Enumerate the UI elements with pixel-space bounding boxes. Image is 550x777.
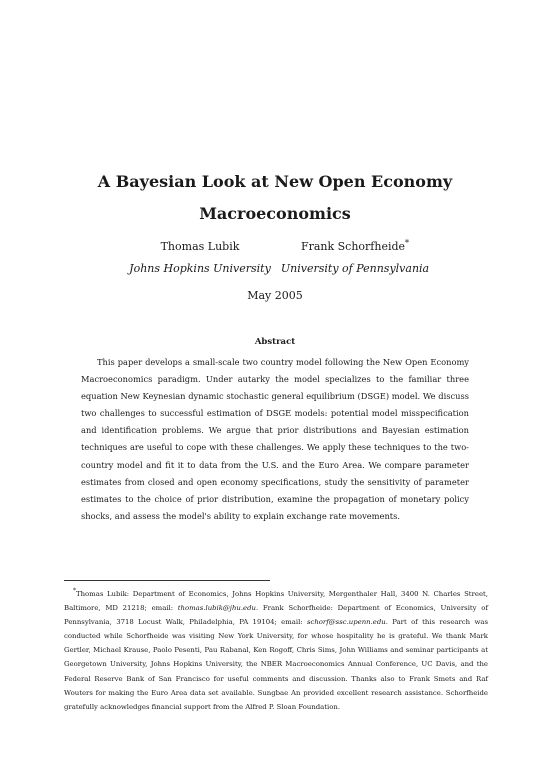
author-affiliation: University of Pennsylvania <box>280 262 430 275</box>
author-affiliation: Johns Hopkins University <box>129 262 271 275</box>
author-name: Frank Schorfheide <box>300 240 406 253</box>
author-name-line <box>280 240 430 254</box>
paper-title-line-2: Macroeconomics <box>199 204 351 223</box>
footnote-text-part-1: Thomas Lubik: Department of Economics, Johns Hopkins University, Mergenthaler Hall, 3400 N. Charles Street, Baltimore, MD 21218; email: <box>64 590 488 613</box>
footnote-text-part-3: . Part of this research was conducted while Schorfheide was visiting New York University, for whose hospitality he is grateful. We thank Mark Gertler, Michael Krause, Paolo Pesenti, Pau Rabanal, Ken Rogoff, Chris Sims, John Williams and seminar participants at Georgetown University, Johns Hopkins University, the NBER Macroeconomics Annual Conference, UC Davis, and the Federal Reserve Bank of San Francisco for useful comments and discussion. Thanks also to Frank Smets and Raf Wouters for making the Euro Area data set available. Sungbae An provided excellent research assistance. Schorfheide gratefully acknowledges financial support from the Alfred P. Sloan Foundation. <box>64 618 488 711</box>
footnote-marker: * <box>405 238 410 248</box>
email-link-schorfheide[interactable]: schorf@ssc.upenn.edu <box>306 618 386 627</box>
email-link-lubik[interactable]: thomas.lubik@jhu.edu <box>177 604 256 613</box>
paper-title-line-1: A Bayesian Look at New Open Economy <box>97 172 453 191</box>
author-block-schorfheide <box>280 240 430 276</box>
footnote-marker: * <box>73 587 76 595</box>
footnote-divider <box>64 580 270 581</box>
footnote-text-part-2: . Frank Schorfheide: Department of Economics, University of Pennsylvania, 3718 Locust Walk, Philadelphia, PA 19104; email: <box>64 604 488 627</box>
publication-date: May 2005 <box>247 289 303 302</box>
author-name: Thomas Lubik <box>160 240 240 253</box>
author-footnote <box>64 587 488 714</box>
abstract-text: This paper develops a small-scale two country model following the New Open Economy Macroeconomics paradigm. Under autarky the model specializes to the familiar three equation New Keynesian dynamic stochastic general equilibrium (DSGE) model. We discuss two challenges to successful estimation of DSGE models: potential model misspecification and identification problems. We argue that prior distributions and Bayesian estimation techniques are useful to cope with these challenges. We apply these techniques to the two-country model and fit it to data from the U.S. and the Euro Area. We compare parameter estimates from closed and open economy specifications, study the sensitivity of parameter estimates to the choice of prior distribution, examine the propagation of monetary policy shocks, and assess the model's ability to explain exchange rate movements. <box>81 357 469 521</box>
author-block-lubik <box>115 240 285 276</box>
abstract-heading: Abstract <box>254 337 296 347</box>
